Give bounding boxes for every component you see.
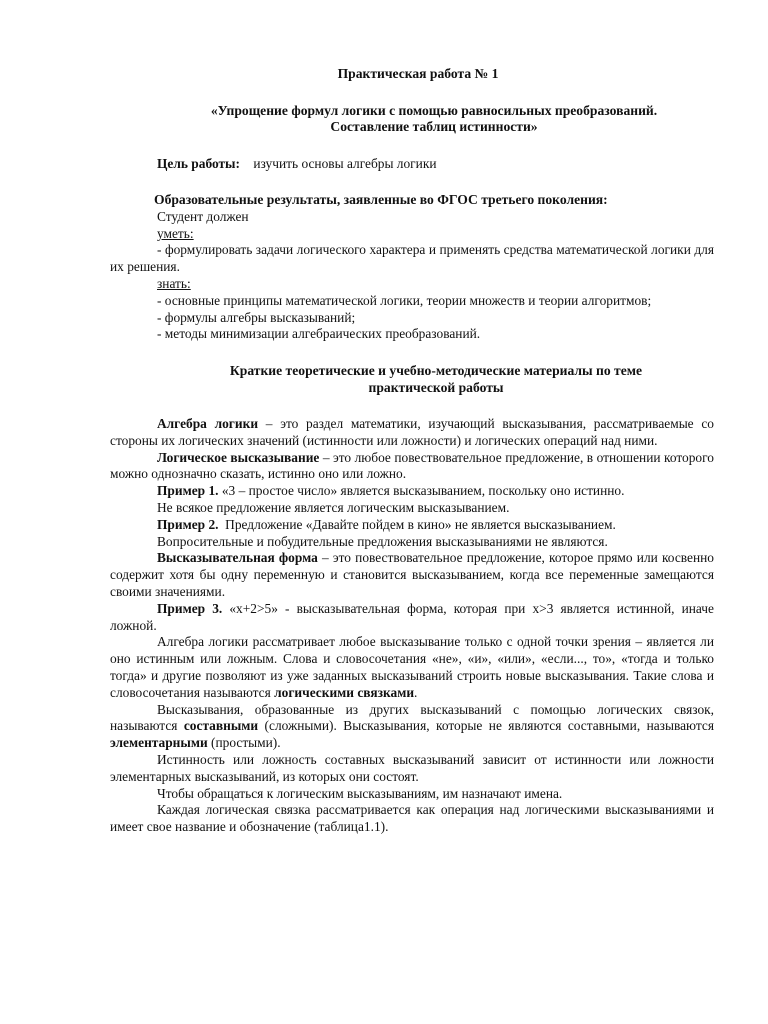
paragraph-example-1: Пример 1. «3 – простое число» является высказыванием, поскольку оно истинно. xyxy=(157,483,625,499)
know-item-3: - методы минимизации алгебраических преобразований. xyxy=(157,326,481,342)
paragraph-example-2: Пример 2. Предложение «Давайте пойдем в кино» не является высказыванием. xyxy=(157,516,616,532)
work-subtitle xyxy=(154,103,714,136)
paragraph-questions: Вопросительные и побудительные предложения высказываниями не являются. xyxy=(157,533,608,549)
paragraph-not-every: Не всякое предложение является логическим высказыванием. xyxy=(157,499,510,515)
paragraph-compound: Высказывания, образованные из других высказываний с помощью логических связок, называются составными (сложными). Высказывания, которые не являются составными, называются элементарными (простыми). xyxy=(110,701,715,751)
spacer xyxy=(110,83,714,103)
theory-heading xyxy=(158,363,714,396)
paragraph-truth: Истинность или ложность составных высказываний зависит от истинности или ложности элементарных высказываний, из которых они состоят. xyxy=(110,751,714,784)
know-item-1: - основные принципы математической логики, теории множеств и теории алгоритмов; xyxy=(157,292,652,308)
goal-line xyxy=(110,156,714,173)
spacer xyxy=(110,396,714,416)
student-must: Студент должен xyxy=(157,208,249,224)
know-item-2: - формулы алгебры высказываний; xyxy=(157,309,356,325)
theory-heading-line-1: Краткие теоретические и учебно-методические материалы по теме xyxy=(229,363,643,379)
can-item: - формулировать задачи логического характера и применять средства математической логики для их решения. xyxy=(110,242,714,275)
know-label: знать: xyxy=(157,276,191,291)
goal-text: изучить основы алгебры логики xyxy=(253,155,437,171)
results-heading: Образовательные результаты, заявленные во ФГОС третьего поколения: xyxy=(154,192,608,208)
page-title: Практическая работа № 1 xyxy=(337,66,499,81)
theory-heading-line-2: практической работы xyxy=(368,379,504,395)
can-label: уметь: xyxy=(157,225,194,241)
document-page xyxy=(110,66,714,836)
spacer xyxy=(110,136,714,156)
paragraph-statement: Логическое высказывание – это любое повествовательное предложение, в отношении которого можно однозначно сказать, истинно оно или ложно. xyxy=(110,449,714,482)
paragraph-example-3: Пример 3. «x+2>5» - высказывательная форма, которая при x>3 является истинной, иначе ложной. xyxy=(110,600,714,633)
spacer xyxy=(110,343,714,363)
subtitle-line-1: «Упрощение формул логики с помощью равносильных преобразований. xyxy=(210,102,658,118)
goal-label: Цель работы: xyxy=(157,155,240,171)
paragraph-names: Чтобы обращаться к логическим высказываниям, им назначают имена. xyxy=(157,785,563,801)
subtitle-line-2: Составление таблиц истинности» xyxy=(330,119,538,135)
spacer xyxy=(110,172,714,192)
paragraph-connectives: Алгебра логики рассматривает любое высказывание только с одной точки зрения – является ли оно истинным или ложным. Слова и словосочетания «не», «и», «или», «если..., то», «тогда и только тогда» и другие позволяют из уже заданных высказываний строить новые высказывания. Такие слова и словосочетания называются логическими связками. xyxy=(110,634,714,700)
paragraph-logic-algebra: Алгебра логики – это раздел математики, изучающий высказывания, рассматриваемые со стороны их логических значений (истинности или ложности) и логических операций над ними. xyxy=(110,416,714,448)
paragraph-form: Высказывательная форма – это повествовательное предложение, которое прямо или косвенно содержит хотя бы одну переменную и становится высказыванием, когда все переменные замещаются своими значениями. xyxy=(110,550,714,599)
paragraph-operations: Каждая логическая связка рассматривается как операция над логическими высказываниями и имеет свое название и обозначение (таблица1.1). xyxy=(110,802,714,835)
